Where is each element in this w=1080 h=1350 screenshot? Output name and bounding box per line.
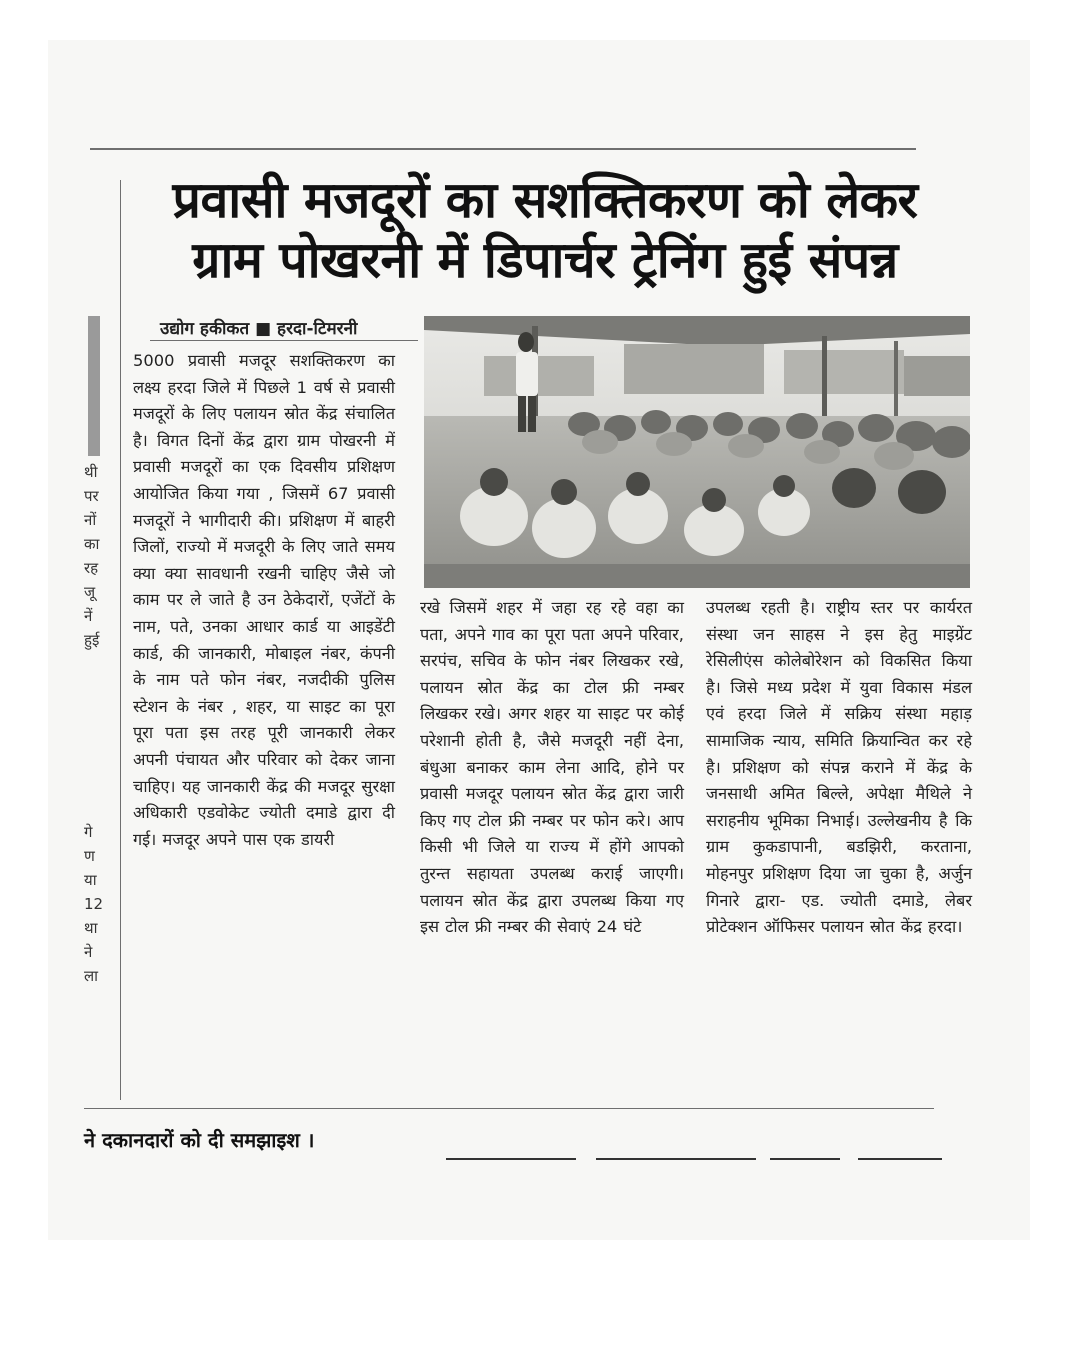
fragment: नों	[84, 511, 97, 529]
training-photo-image	[424, 316, 970, 588]
article-column-1: 5000 प्रवासी मजदूर सशक्तिकरण का लक्ष्य हरदा जिले में पिछले 1 वर्ष से प्रवासी मजदूरों के लिए पलायन स्रोत केंद्र संचालित है। विगत दिनों केंद्र द्वारा ग्राम पोखरनी में प्रवासी मजदूरों का एक दिवसीय प्रशिक्षण आयोजित किया गया , जिसमें 67 प्रवासी मजदूरों ने भागीदारी की। प्रशिक्षण में बाहरी जिलों, राज्यो में मजदूरी के लिए जाते समय क्या क्या सावधानी रखनी चाहिए जैसे जो काम पर ले जाते है उन ठेकेदारों, एजेंटों के नाम, पते, उनका आधार कार्ड या आइडेंटी कार्ड, की जानकारी, मोबाइल नंबर, कंपनी के नाम पते फोन नंबर, नजदीकी पुलिस स्टेशन के नंबर , शहर, या साइट का पूरा पूरा पता इस तरह पूरी जानकारी लेकर अपनी पंचायत और परिवार को देकर जाना चाहिए। यह जानकारी केंद्र की मजदूर सुरक्षा अधिकारी एडवोकेट ज्योती दमाडे द्वारा दी गई। मजदूर अपने पास एक डायरी	[133, 351, 395, 849]
fragment	[84, 700, 112, 724]
adjacent-article-edge	[88, 316, 100, 456]
teaser-divider	[770, 1158, 840, 1160]
headline-line-2: ग्राम पोखरनी में डिपार्चर ट्रेनिंग हुई संपन्न	[192, 231, 898, 289]
headline	[130, 170, 960, 290]
bottom-rule	[84, 1108, 934, 1109]
fragment	[84, 748, 112, 772]
top-rule	[90, 148, 916, 150]
column-divider	[120, 180, 121, 1100]
fragment	[84, 676, 112, 700]
teaser-divider	[446, 1158, 576, 1160]
byline-rule	[150, 340, 418, 341]
teaser-divider	[596, 1158, 756, 1160]
byline: उद्योग हकीकत ■ हरदा-टिमरनी	[160, 319, 358, 339]
fragment: ण	[84, 847, 95, 865]
fragment	[84, 796, 112, 820]
fragment	[84, 652, 112, 676]
fragment: पर	[84, 487, 99, 505]
adjacent-article-fragments	[84, 460, 112, 1100]
fragment: ने	[84, 943, 93, 961]
headline-line-1: प्रवासी मजदूरों का सशक्तिकरण को लेकर	[172, 171, 918, 229]
article-column-3: उपलब्ध रहती है। राष्ट्रीय स्तर पर कार्यरत संस्था जन साहस ने इस हेतु माइग्रेंट रेसिलीएंस कोलेबोरेशन को विकसित किया है। जिसे मध्य प्रदेश में युवा विकास मंडल एवं हरदा जिले में सक्रिय संस्था महाड़ सामाजिक न्याय, समिति क्रियान्वित कर रहे है। प्रशिक्षण को संपन्न कराने में केंद्र के जनसाथी अमित बिल्ले, अपेक्षा मैथिले ने सराहनीय भूमिका निभाई। उल्लेखनीय है कि ग्राम कुकडापानी, बडझिरी, करताना, मोहनपुर प्रशिक्षण दिया जा चुका है, अर्जुन गिनारे द्वारा- एड. ज्योती दमाडे, लेबर प्रोटेक्शन ऑफिसर पलायन स्रोत केंद्र हरदा।	[706, 598, 972, 937]
next-article-teaser: ने दकानदारों को दी समझाइश ।	[84, 1128, 315, 1152]
fragment: था	[84, 919, 98, 937]
fragment: थी	[84, 463, 98, 481]
fragment: रह	[84, 559, 99, 577]
fragment: गे	[84, 823, 93, 841]
fragment: हुई	[84, 631, 100, 649]
fragment: जू	[84, 583, 96, 601]
fragment	[84, 724, 112, 748]
teaser-divider	[858, 1158, 942, 1160]
training-photo	[424, 316, 970, 588]
fragment: 12	[84, 895, 104, 913]
fragment: ला	[84, 967, 99, 985]
fragment	[84, 772, 112, 796]
fragment: या	[84, 871, 97, 889]
article-column-2: रखे जिसमें शहर में जहा रह रहे वहा का पता, अपने गाव का पूरा पता अपने परिवार, सरपंच, सचिव के फोन नंबर लिखकर रखे, पलायन स्रोत केंद्र का टोल फ्री नम्बर लिखकर रखे। अगर शहर या साइट पर कोई परेशानी होती है, जैसे मजदूरी नहीं देना, बंधुआ बनाकर काम लेना आदि, होने पर प्रवासी मजदूर पलायन स्रोत केंद्र द्वारा जारी किए गए टोल फ्री नम्बर पर फोन करे। आप किसी भी जिले या राज्य में होंगे आपको तुरन्त सहायता उपलब्ध कराई जाएगी। पलायन स्रोत केंद्र द्वारा उपलब्ध किया गए इस टोल फ्री नम्बर की सेवाएं 24 घंटे	[420, 598, 684, 937]
fragment: नें	[84, 607, 93, 625]
fragment: का	[84, 535, 100, 553]
